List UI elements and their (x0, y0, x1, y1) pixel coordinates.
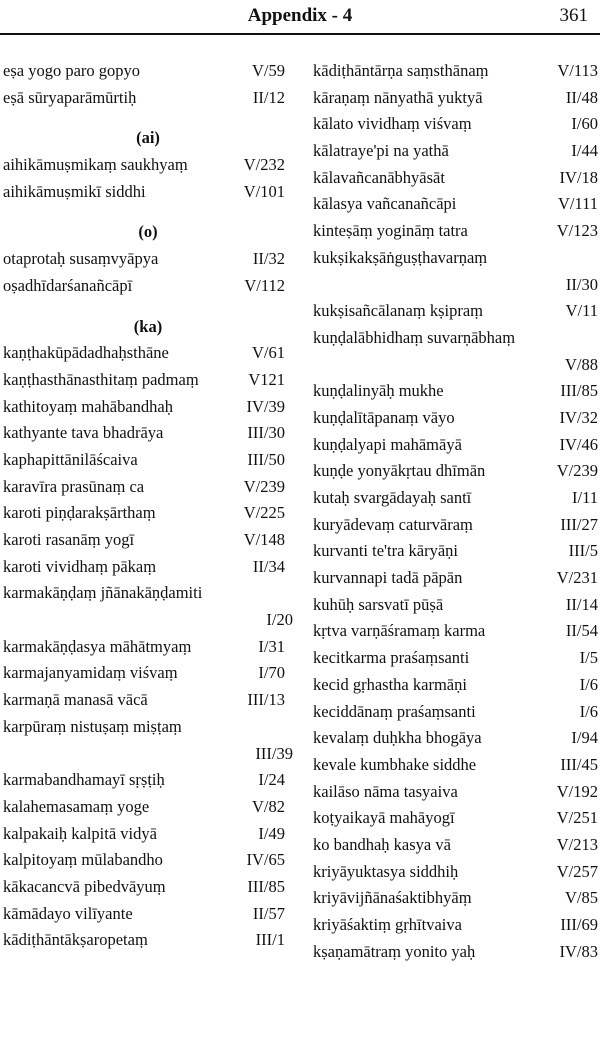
index-entry (313, 645, 598, 672)
index-entry (313, 672, 598, 699)
entry-verse: kurvanti te'tra kāryāṇi (313, 541, 458, 561)
entry-reference: I/24 (258, 770, 285, 790)
index-entry (313, 432, 598, 459)
entry-verse: kriyāyuktasya siddhiḥ (313, 861, 459, 881)
index-entry (313, 85, 598, 112)
index-entry (313, 859, 598, 886)
section-gap (3, 205, 293, 219)
entry-verse: kādiṭhāntārṇa saṃsthānaṃ (313, 61, 489, 80)
entry-verse: kathitoyaṃ mahābandhaḥ (3, 396, 173, 416)
index-entry-continuation (3, 607, 293, 634)
page-number: 361 (559, 5, 588, 26)
page-header (0, 0, 600, 36)
index-entry (3, 634, 293, 661)
entry-verse: kuryādevaṃ caturvāraṃ (313, 514, 473, 534)
entry-reference: V/213 (556, 834, 598, 854)
entry-reference: I/11 (572, 488, 598, 507)
index-entry (3, 580, 293, 607)
entry-verse: kurvannapi tadā pāpān (313, 568, 463, 588)
section-heading (3, 125, 293, 152)
index-entry (3, 500, 293, 527)
index-entry (3, 447, 293, 474)
entry-verse: kādiṭhāntākṣaropetaṃ (3, 930, 148, 950)
entry-verse: oṣadhīdarśanañcāpī (3, 275, 133, 295)
entry-verse: kukṣikakṣāṅguṣṭhavarṇaṃ (313, 247, 488, 267)
entry-reference: V/225 (243, 503, 285, 523)
entry-reference: I/60 (571, 114, 598, 134)
entry-verse: kāraṇaṃ nānyathā yuktyā (313, 87, 483, 107)
index-entry (313, 512, 598, 539)
entry-reference: V/82 (252, 796, 285, 816)
entry-verse: karmakāṇḍasya māhātmyaṃ (3, 636, 192, 656)
entry-verse: kathyante tava bhadrāya (3, 423, 164, 443)
index-entry (3, 821, 293, 848)
entry-verse: kuṇḍe yonyākṛtau dhīmān (313, 461, 486, 481)
entry-reference: III/85 (247, 876, 285, 896)
entry-verse: karmaṇā manasā vācā (3, 690, 148, 710)
entry-reference: V121 (248, 369, 285, 389)
index-entry (313, 378, 598, 405)
entry-verse: karoti vividhaṃ pākaṃ (3, 556, 157, 576)
index-entry (3, 85, 293, 112)
entry-reference: III/45 (560, 754, 598, 774)
index-entry (3, 767, 293, 794)
entry-verse: karmajanyamidaṃ viśvaṃ (3, 663, 178, 683)
entry-reference: IV/39 (246, 396, 285, 416)
entry-verse: kevalaṃ duḥkha bhogāya (313, 728, 482, 748)
entry-reference: IV/65 (246, 850, 285, 870)
entry-verse: kṛtva varṇāśramaṃ karma (313, 621, 486, 641)
index-entry (313, 191, 598, 218)
index-entry-continuation (3, 741, 293, 768)
index-entry (313, 912, 598, 939)
entry-reference: IV/46 (559, 434, 598, 454)
entry-reference: V/257 (556, 861, 598, 881)
index-entry (313, 779, 598, 806)
entry-reference: III/69 (560, 915, 598, 934)
entry-reference: II/48 (565, 87, 598, 107)
entry-verse: kālatraye'pi na yathā (313, 141, 449, 161)
index-entry (3, 420, 293, 447)
index-entry (3, 687, 293, 714)
entry-verse: kecid gṛhastha karmāṇi (313, 674, 467, 694)
index-entry (3, 554, 293, 581)
index-entry (3, 527, 293, 554)
entry-verse: kinteṣāṃ yogināṃ tatra (313, 221, 468, 241)
entry-verse: karmabandhamayī sṛṣṭiḥ (3, 770, 165, 790)
entry-reference: I/6 (579, 701, 598, 721)
entry-verse: karavīra prasūnaṃ ca (3, 476, 145, 496)
entry-reference: III/1 (255, 930, 285, 950)
section-gap (3, 300, 293, 314)
entry-reference: II/14 (565, 594, 598, 614)
entry-reference: I/44 (571, 141, 598, 161)
entry-verse: kriyāśaktiṃ gṛhītvaiva (313, 915, 462, 934)
entry-verse: kāmādayo vilīyante (3, 903, 133, 923)
index-entry (313, 805, 598, 832)
entry-reference: I/6 (579, 674, 598, 694)
entry-reference: II/34 (252, 556, 285, 576)
entry-reference: IV/83 (559, 941, 598, 961)
index-entry (313, 699, 598, 726)
index-entry (313, 592, 598, 619)
index-entry (313, 298, 598, 325)
index-entry (3, 847, 293, 874)
entry-verse: ko bandhaḥ kasya vā (313, 834, 451, 854)
section-heading (3, 219, 293, 246)
entry-verse: eṣā sūryaparāmūrtiḥ (3, 87, 137, 107)
entry-verse: kuṇḍalābhidhaṃ suvarṇābhaṃ (313, 327, 516, 347)
index-entry (3, 273, 293, 300)
entry-verse: aihikāmuṣmikī siddhi (3, 181, 146, 201)
entry-verse: kailāso nāma tasyaiva (313, 781, 458, 801)
index-entry (3, 927, 293, 954)
entry-reference: I/31 (258, 636, 285, 656)
entry-reference: I/20 (266, 610, 293, 630)
index-entry (313, 939, 598, 966)
index-entry (3, 58, 293, 85)
entry-reference: I/49 (258, 823, 285, 843)
entry-reference: IV/32 (559, 407, 598, 427)
entry-reference: III/27 (560, 514, 598, 534)
entry-verse: kukṣisañcālanaṃ kṣipraṃ (313, 301, 483, 321)
index-entry (3, 340, 293, 367)
entry-reference: III/13 (247, 690, 285, 710)
index-entry (313, 218, 598, 245)
entry-reference: V/88 (565, 354, 598, 374)
entry-reference: V/239 (243, 476, 285, 496)
index-entry (3, 901, 293, 928)
entry-reference: III/30 (247, 423, 285, 443)
entry-verse: kriyāvijñānaśaktibhyāṃ (313, 888, 472, 908)
entry-verse: kuhūḥ sarsvatī pūṣā (313, 594, 444, 614)
index-entry (313, 885, 598, 912)
index-entry (313, 752, 598, 779)
index-entry (3, 794, 293, 821)
index-entry (3, 179, 293, 206)
entry-verse: koṭyaikayā mahāyogī (313, 808, 455, 828)
entry-verse: kālasya vañcanañcāpi (313, 194, 457, 214)
entry-verse: karpūraṃ nistuṣaṃ miṣṭaṃ (3, 716, 182, 736)
entry-reference: III/39 (255, 743, 293, 763)
entry-verse: kṣaṇamātraṃ yonito yaḥ (313, 941, 476, 961)
entry-verse: kalpakaiḥ kalpitā vidyā (3, 823, 157, 843)
entry-verse: kaṇṭhakūpādadhaḥsthāne (3, 343, 169, 363)
entry-verse: karmakāṇḍaṃ jñānakāṇḍamiti (3, 583, 203, 603)
entry-reference: V/61 (252, 343, 285, 363)
entry-reference: V/251 (556, 808, 598, 828)
entry-reference: I/70 (258, 663, 285, 683)
left-index-column (3, 58, 293, 954)
entry-reference: II/30 (565, 274, 598, 294)
index-entry (3, 660, 293, 687)
entry-reference: V/239 (556, 461, 598, 481)
entry-reference: V/113 (557, 61, 598, 80)
entry-verse: kalpitoyaṃ mūlabandho (3, 850, 163, 870)
index-entry (3, 152, 293, 179)
entry-reference: III/5 (568, 541, 598, 561)
entry-verse: kuṇḍalyapi mahāmāyā (313, 434, 462, 454)
index-entry (313, 111, 598, 138)
index-entry (313, 325, 598, 352)
index-entry (3, 394, 293, 421)
header-rule (0, 33, 600, 35)
entry-reference: V/11 (565, 301, 598, 321)
index-entry (313, 618, 598, 645)
entry-reference: II/57 (252, 903, 285, 923)
entry-verse: eṣa yogo paro gopyo (3, 61, 141, 80)
right-index-column (313, 58, 598, 965)
entry-verse: karoti rasanāṃ yogī (3, 530, 135, 549)
entry-reference: V/192 (556, 781, 598, 801)
entry-verse: kevale kumbhake siddhe (313, 754, 477, 774)
entry-verse: kālato vividhaṃ viśvaṃ (313, 114, 472, 134)
index-entry (3, 714, 293, 741)
entry-reference: V/123 (556, 221, 598, 241)
index-entry (3, 874, 293, 901)
entry-verse: kecitkarma praśaṃsanti (313, 648, 470, 668)
entry-reference: V/111 (557, 194, 598, 214)
entry-verse: kalahemasamaṃ yoge (3, 796, 150, 816)
entry-verse: keciddānaṃ praśaṃsanti (313, 701, 476, 721)
entry-verse: kākacancvā pibedvāyuṃ (3, 876, 166, 896)
entry-verse: kuṇḍalītāpanaṃ vāyo (313, 407, 455, 427)
section-heading (3, 314, 293, 341)
running-title: Appendix - 4 (247, 5, 353, 26)
index-entry (313, 405, 598, 432)
entry-reference: III/85 (560, 381, 598, 401)
entry-verse: kuṇḍalinyāḥ mukhe (313, 381, 444, 401)
index-entry (313, 725, 598, 752)
entry-reference: V/148 (243, 530, 285, 549)
index-entry (3, 474, 293, 501)
entry-reference: II/54 (565, 621, 598, 641)
entry-reference: II/12 (252, 87, 285, 107)
entry-verse: kutaḥ svargādayaḥ santī (313, 488, 472, 507)
entry-verse: kaphapittānilāścaiva (3, 449, 138, 469)
index-entry-continuation (313, 352, 598, 379)
section-heading-label: (ai) (136, 128, 160, 148)
entry-verse: kaṇṭhasthānasthitaṃ padmaṃ (3, 369, 199, 389)
index-entry (313, 458, 598, 485)
entry-reference: V/101 (243, 181, 285, 201)
index-entry (313, 58, 598, 85)
section-heading-label: (o) (138, 222, 158, 242)
entry-reference: V/85 (565, 888, 598, 908)
index-entry (313, 485, 598, 512)
entry-verse: otaprotaḥ susaṃvyāpya (3, 249, 159, 269)
index-entry (3, 246, 293, 273)
entry-verse: aihikāmuṣmikaṃ saukhyaṃ (3, 155, 188, 175)
entry-reference: V/112 (244, 275, 285, 295)
index-entry (313, 538, 598, 565)
entry-reference: IV/18 (559, 167, 598, 187)
entry-verse: karoti piṇḍarakṣārthaṃ (3, 503, 156, 523)
section-heading-label: (ka) (133, 316, 163, 336)
entry-reference: V/59 (252, 61, 285, 80)
entry-reference: V/231 (556, 568, 598, 588)
index-entry (313, 165, 598, 192)
entry-reference: III/50 (247, 449, 285, 469)
index-entry (313, 565, 598, 592)
index-entry (313, 138, 598, 165)
index-entry (3, 367, 293, 394)
entry-reference: II/32 (252, 249, 285, 269)
index-entry (313, 832, 598, 859)
entry-verse: kālavañcanābhyāsāt (313, 167, 445, 187)
entry-reference: I/94 (571, 728, 598, 748)
entry-reference: V/232 (243, 155, 285, 175)
index-entry (313, 245, 598, 272)
section-gap (3, 111, 293, 125)
entry-reference: I/5 (579, 648, 598, 668)
index-entry-continuation (313, 272, 598, 299)
